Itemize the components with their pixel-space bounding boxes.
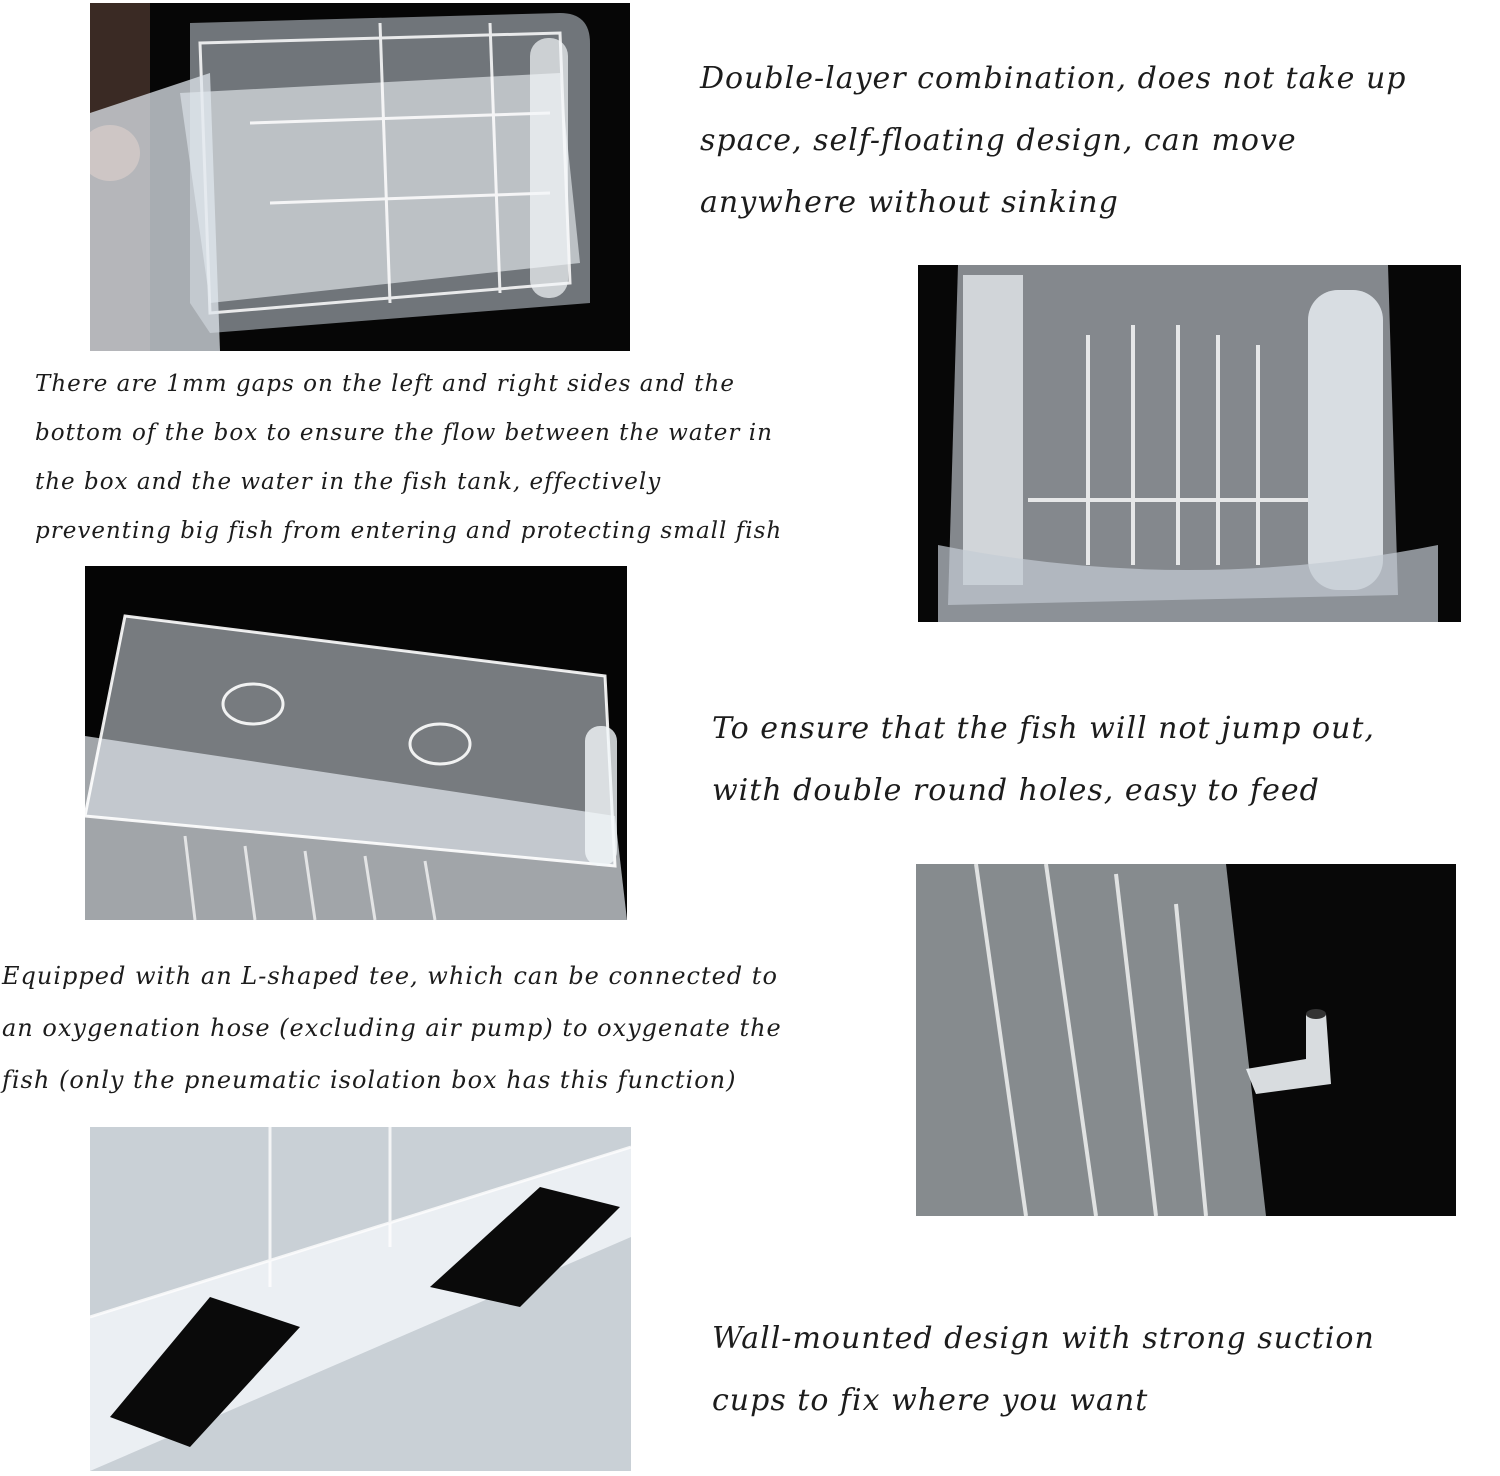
caption-double-layer: Double-layer combination, does not take up space, self-floating design, can move anywhere without sinking bbox=[700, 61, 1407, 220]
caption-l-tee: Equipped with an L-shaped tee, which can be connected to an oxygenation hose (excluding air pump) to oxygenate the fish (only the pneumatic isolation box has this function) bbox=[2, 962, 782, 1094]
photo-double-layer-box bbox=[90, 3, 630, 351]
caption-round-holes: To ensure that the fish will not jump out, with double round holes, easy to feed bbox=[712, 711, 1375, 808]
photo-round-holes bbox=[85, 566, 627, 920]
caption-gaps: There are 1mm gaps on the left and right sides and the bottom of the box to ensure the flow between the water in the box and the water in the fish tank, effectively preventing big fish from entering and protecting small fish bbox=[35, 371, 783, 544]
caption-suction-cups: Wall-mounted design with strong suction cups to fix where you want bbox=[712, 1321, 1375, 1418]
photo-gap-closeup bbox=[918, 265, 1461, 622]
photo-suction-cups bbox=[90, 1127, 631, 1471]
photo-l-tee bbox=[916, 864, 1456, 1216]
